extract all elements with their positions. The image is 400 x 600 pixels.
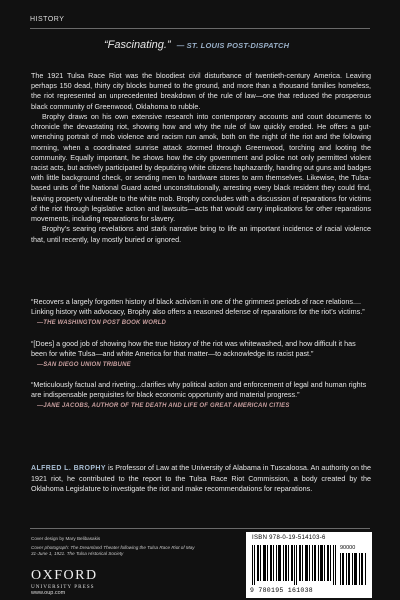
- review: [31, 339, 371, 370]
- review-attribution: —JANE JACOBS, AUTHOR OF THE DEATH AND LIFE OF GREAT AMERICAN CITIES: [37, 403, 290, 410]
- top-divider: [30, 28, 370, 29]
- review-text: “Recovers a largely forgotten history of black activism in one of the grimmest periods of race relations.... Linking history with advocacy, Brophy also offers a reasoned defense of reparations for the riot’s victims.”: [31, 297, 365, 317]
- publisher-name: OXFORD: [31, 568, 98, 583]
- barcode-bars: [252, 545, 338, 585]
- price-barcode-bars: [340, 553, 368, 585]
- review-attribution: —THE WASHINGTON POST BOOK WORLD: [37, 320, 167, 327]
- reviews: [31, 297, 371, 419]
- design-credit: Cover design by Mary Belibasakis: [31, 536, 101, 541]
- top-blurb: [104, 39, 289, 51]
- review-text: “Meticulously factual and riveting...clarifies why political action and enforcement of legal and human rights are indispensable perquisites for black economic opportunity and material progress.”: [31, 380, 367, 400]
- review-text: “[Does] a good job of showing how the true history of the riot was whitewashed, and how difficult it has been for white Tulsa—and white America for that matter—to acknowledge its racist past.”: [31, 338, 356, 358]
- cover-credits: [31, 536, 201, 558]
- author-bio: [31, 463, 371, 494]
- blurb-source: — ST. LOUIS POST-DISPATCH: [176, 41, 290, 50]
- description-paragraph: Brophy’s searing revelations and stark narrative bring to life an important incidence of racial violence that, until recently, lay mostly buried or ignored.: [31, 224, 371, 244]
- description-paragraph: The 1921 Tulsa Race Riot was the bloodiest civil disturbance of twentieth-century America. Leaving perhaps 150 dead, thirty city blocks burned to the ground, and more than a thousand families homeless, the riot represented an unprecedented breakdown of the rule of law—one that reduced the prosperous black community of Greenwood, Oklahoma to rubble.: [31, 71, 371, 111]
- bottom-divider: [30, 528, 370, 529]
- isbn-text: ISBN 978-0-19-514103-6: [252, 535, 326, 541]
- author-bio-text: is Professor of Law at the University of Alabama in Tuscaloosa. An authority on the 1921 riot, he contributed to the report to the Tulsa Race Riot Commission, a body created by the Oklahoma Legislature to investigate the riot and make recommendations for reparations.: [31, 463, 371, 494]
- review-attribution: —SAN DIEGO UNION TRIBUNE: [37, 361, 131, 368]
- publisher-logo: [31, 569, 98, 590]
- blurb-quote: “Fascinating.”: [104, 39, 171, 51]
- price-code: 90000: [340, 545, 356, 551]
- author-name: ALFRED L. BROPHY: [31, 465, 106, 472]
- review: [31, 380, 371, 411]
- category-label: HISTORY: [30, 16, 65, 23]
- description: [31, 71, 371, 245]
- description-paragraph: Brophy draws on his own extensive research into contemporary accounts and court documents to chronicle the devastating riot, showing how and why the rule of law quickly eroded. He offers a gut-wrenching portrait of mob violence and racism run amok, both on the night of the riot and the following morning, when a coordinated sunrise attack stormed through Greenwood, torching and looting the community. Equally important, he shows how the city government and police not only permitted violent racist acts, but actively participated by deputizing white citizens haphazardly, handing out guns and badges with little background check, or sending men to hardware stores to arm themselves. Likewise, the Tulsa-based units of the National Guard acted unconstitutionally, arresting every black resident they could find, leaving property vulnerable to the white mob. Brophy concludes with a discussion of reparations for victims of the riot through legislative action and lawsuits—acts that would carry implications for other reparations movements, including reparations for slavery.: [31, 111, 371, 224]
- publisher-url: www.oup.com: [31, 590, 66, 596]
- isbn-barcode: [246, 532, 372, 598]
- publisher-sub: UNIVERSITY PRESS: [31, 584, 95, 590]
- review: [31, 297, 371, 328]
- barcode-number: 9 780195 161038: [250, 587, 314, 594]
- photo-credit: Cover photograph: The Dreamland Theater following the Tulsa Race Riot of May 31-June 1, 1921. The Tulsa Historical Society: [31, 545, 195, 557]
